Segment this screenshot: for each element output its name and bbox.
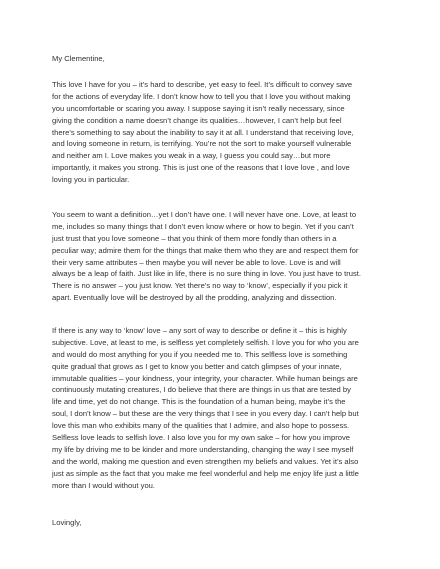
text-line: you uncomfortable or scaring you away. I suppose saying it isn’t really necessary, since (52, 103, 345, 113)
text-line: loving you in particular. (52, 175, 130, 185)
text-line: You seem to want a definition…yet I don’t have one. I will never have one. Love, at least to (52, 210, 357, 219)
text-line: there’s something to say about the inability to say it at all. I understand that receiving love, (52, 127, 354, 137)
text-line: and neither am I. Love makes you weak in a way, I guess you could say…but more (52, 151, 331, 161)
text-line: more than I would without you. (52, 480, 155, 490)
closing-line: Lovingly, (52, 518, 82, 527)
salutation (52, 53, 392, 65)
text-line: just trust that you love someone – that you think of them more fondly than others in a (52, 233, 337, 243)
text-line: just as simple as the fact that you make me feel wonderful and help me enjoy life just a little (52, 468, 359, 478)
text-line: importantly, it makes you strong. This is just one of the reasons that I love love , and love (52, 163, 350, 173)
text-line: me, includes so many things that I don’t even know where or how to begin. Yet if you can’t (52, 221, 354, 231)
text-line: and would do most anything for you if you needed me to. This selfless love is something (52, 349, 348, 359)
text-line: peculiar way; admire them for the things that make them who they are and respect them for (52, 245, 359, 255)
text-line: giving the condition a name doesn’t change its qualities…however, I can’t help but feel (52, 115, 342, 125)
paragraph-2 (52, 209, 392, 304)
text-line: There is no answer – you just know. Yet there’s no way to ‘know’, especially if you pick it (52, 281, 348, 291)
text-line: always be a leap of faith. Just like in life, there is no sure thing in love. You just have to trust. (52, 269, 361, 279)
text-line: my life by driving me to be kinder and more understanding, changing the way I see myself (52, 444, 354, 454)
text-line: subjective. Love, at least to me, is selfless yet completely selfish. I love you for who you are (52, 337, 359, 347)
text-line: their very same attributes – then maybe you will never be able to love. Love is and will (52, 257, 341, 267)
paragraph-1 (52, 79, 392, 186)
text-line: apart. Eventually love will be destroyed by all the prodding, analyzing and dissection. (52, 293, 337, 303)
text-line: love this man who exhibits many of the qualities that I admire, and also hope to possess. (52, 421, 350, 431)
text-line: Selfless love leads to selfish love. I also love you for my own sake – for how you improve (52, 433, 350, 443)
text-line: This love I have for you – it’s hard to describe, yet easy to feel. It’s difficult to convey save (52, 80, 353, 89)
text-line: soul, I don’t know – but these are the very things that I see in you every day. I can’t help but (52, 409, 359, 419)
text-line: continuously mutating creatures, I do believe that there are things in us that are tested by (52, 385, 351, 395)
text-line: If there is any way to ‘know’ love – any sort of way to describe or define it – this is highly (52, 326, 347, 335)
text-line: and the world, making me question and even strengthen my beliefs and values. Yet it’s also (52, 456, 359, 466)
text-line: for the actions of everyday life. I don’t know how to tell you that I love you without making (52, 91, 351, 101)
text-line: and loving someone in return, is terrifying. You’re not the sort to make yourself vulnerable (52, 139, 352, 149)
closing (52, 517, 392, 529)
paragraph-3 (52, 325, 392, 491)
text-line: life and time, yet do not change. This is the foundation of a human being, maybe it’s the (52, 397, 346, 407)
salutation-line: My Clementine, (52, 54, 105, 63)
text-line: quite gradual that grows as I get to know you better and catch glimpses of your innate, (52, 361, 342, 371)
text-line: immutable qualities – your kindness, your integrity, your character. While human beings are (52, 373, 358, 383)
